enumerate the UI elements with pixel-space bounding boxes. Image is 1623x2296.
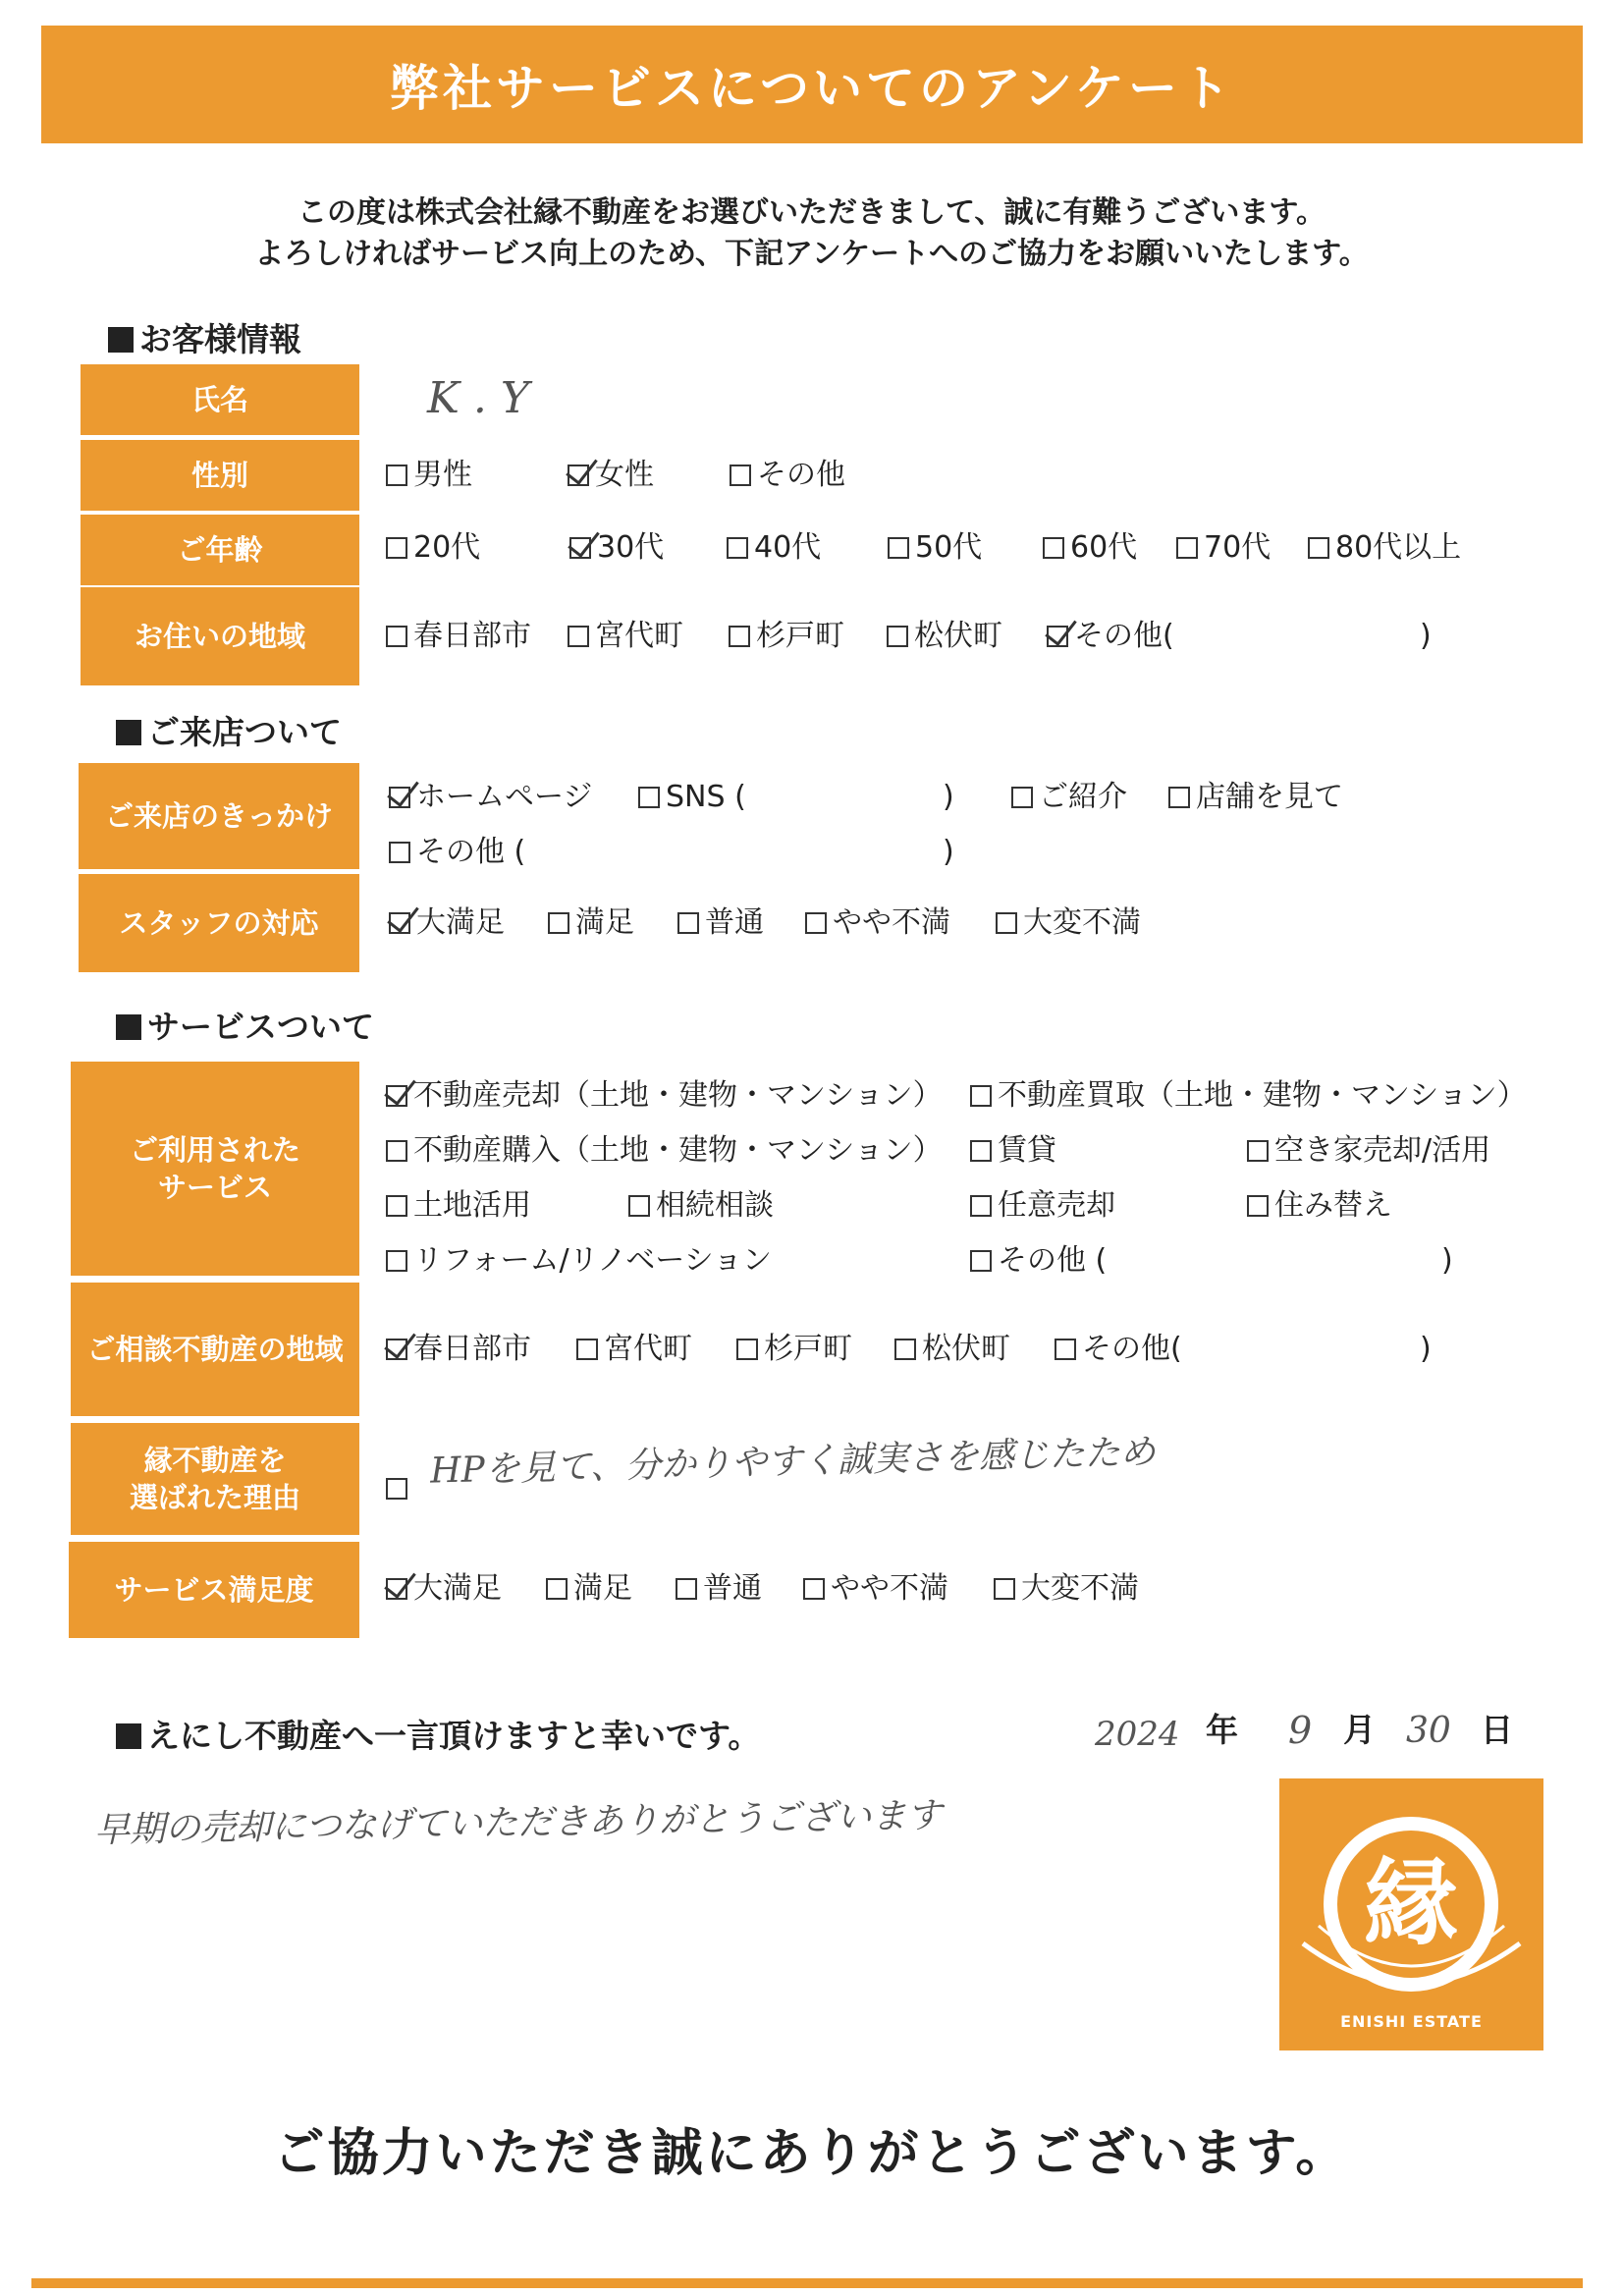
service-option-sale[interactable]: 不動産売却（土地・建物・マンション） <box>386 1078 943 1114</box>
service-option-renovation[interactable]: リフォーム/リノベーション <box>386 1243 772 1279</box>
staff-option-very-dissatisfied[interactable]: 大変不満 <box>996 905 1141 941</box>
service-option-relocation[interactable]: 住み替え <box>1247 1188 1392 1224</box>
checkbox-icon[interactable] <box>386 1195 407 1217</box>
checkbox-icon[interactable] <box>546 1578 568 1600</box>
square-bullet-icon <box>108 327 134 353</box>
consult-option-matsubushi[interactable]: 松伏町 <box>894 1332 1010 1367</box>
logo-glyph: 縁 <box>1364 1848 1458 1958</box>
checkbox-checked-icon[interactable] <box>568 465 589 486</box>
checkbox-icon[interactable] <box>1308 537 1329 559</box>
checkbox-icon[interactable] <box>730 465 751 486</box>
checkbox-icon[interactable] <box>970 1085 992 1107</box>
staff-label: スタッフの対応 <box>79 874 359 972</box>
staff-option-neutral[interactable]: 普通 <box>677 905 764 941</box>
checkbox-icon[interactable] <box>576 1339 598 1360</box>
name-label: 氏名 <box>81 364 359 435</box>
checkbox-icon[interactable] <box>677 912 699 934</box>
age-option-20s[interactable]: 20代 <box>386 530 480 566</box>
age-label: ご年齢 <box>81 515 359 585</box>
gender-label: 性別 <box>81 440 359 511</box>
checkbox-icon[interactable] <box>548 912 569 934</box>
service-other-close-paren: ) <box>1441 1243 1453 1278</box>
gender-option-female[interactable]: 女性 <box>568 458 654 493</box>
checkbox-icon[interactable] <box>803 1578 825 1600</box>
intro-line-2: よろしければサービス向上のため、下記アンケートへのご協力をお願いいたします。 <box>254 237 1369 271</box>
checkbox-icon[interactable] <box>736 1339 758 1360</box>
service-option-buying[interactable]: 不動産購入（土地・建物・マンション） <box>386 1133 943 1169</box>
gender-option-male[interactable]: 男性 <box>386 458 472 493</box>
checkbox-icon[interactable] <box>994 1578 1015 1600</box>
satisfaction-option-very-satisfied[interactable]: 大満足 <box>386 1571 502 1607</box>
consult-option-kasukabe[interactable]: 春日部市 <box>386 1332 531 1367</box>
satisfaction-option-satisfied[interactable]: 満足 <box>546 1571 632 1607</box>
logo-text: ENISHI ESTATE <box>1340 2012 1483 2031</box>
trigger-option-sns[interactable]: SNS ( <box>638 780 746 815</box>
consult-area-label: ご相談不動産の地域 <box>71 1283 359 1416</box>
service-option-land-use[interactable]: 土地活用 <box>386 1188 531 1224</box>
checkbox-checked-icon[interactable] <box>386 1085 407 1107</box>
checkbox-icon[interactable] <box>727 537 748 559</box>
checkbox-icon[interactable] <box>1168 787 1190 808</box>
age-option-50s[interactable]: 50代 <box>888 530 982 566</box>
checkbox-icon[interactable] <box>1176 537 1198 559</box>
age-option-70s[interactable]: 70代 <box>1176 530 1271 566</box>
satisfaction-option-very-dissatisfied[interactable]: 大変不満 <box>994 1571 1139 1607</box>
checkbox-icon[interactable] <box>729 626 750 647</box>
area-option-miyashiro[interactable]: 宮代町 <box>568 619 683 654</box>
area-option-sugito[interactable]: 杉戸町 <box>729 619 844 654</box>
checkbox-icon[interactable] <box>1055 1339 1076 1360</box>
age-option-40s[interactable]: 40代 <box>727 530 821 566</box>
staff-option-slightly-dissatisfied[interactable]: やや不満 <box>805 905 950 941</box>
checkbox-icon[interactable] <box>1247 1140 1269 1162</box>
service-option-inheritance[interactable]: 相続相談 <box>628 1188 774 1224</box>
trigger-option-referral[interactable]: ご紹介 <box>1011 780 1127 815</box>
checkbox-icon[interactable] <box>568 626 589 647</box>
checkbox-checked-icon[interactable] <box>386 1578 407 1600</box>
section-visit-title: ご来店ついて <box>116 707 342 753</box>
satisfaction-label: サービス満足度 <box>69 1542 359 1638</box>
checkbox-icon[interactable] <box>970 1250 992 1272</box>
checkbox-icon[interactable] <box>386 1478 407 1500</box>
staff-option-very-satisfied[interactable]: 大満足 <box>389 905 505 941</box>
gender-option-other[interactable]: その他 <box>730 458 845 493</box>
date-day-unit: 日 <box>1481 1711 1513 1749</box>
service-option-purchase-by-us[interactable]: 不動産買取（土地・建物・マンション） <box>970 1078 1527 1114</box>
trigger-option-other[interactable]: その他 ( <box>389 835 525 870</box>
checkbox-checked-icon[interactable] <box>386 1339 407 1360</box>
square-bullet-icon <box>116 720 141 745</box>
checkbox-checked-icon[interactable] <box>389 787 410 808</box>
section-service-title: サービスついて <box>116 1002 374 1048</box>
checkbox-icon[interactable] <box>386 465 407 486</box>
area-option-other[interactable]: その他( <box>1047 619 1174 654</box>
checkbox-checked-icon[interactable] <box>569 537 591 559</box>
staff-option-satisfied[interactable]: 満足 <box>548 905 634 941</box>
area-label: お住いの地域 <box>81 587 359 685</box>
date-month-value[interactable]: 9 <box>1288 1709 1313 1752</box>
checkbox-icon[interactable] <box>386 1250 407 1272</box>
checkbox-icon[interactable] <box>888 537 909 559</box>
trigger-option-storefront[interactable]: 店舗を見て <box>1168 780 1343 815</box>
consult-option-miyashiro[interactable]: 宮代町 <box>576 1332 692 1367</box>
service-option-rental[interactable]: 賃貸 <box>970 1133 1056 1169</box>
satisfaction-option-slightly-dissatisfied[interactable]: やや不満 <box>803 1571 948 1607</box>
section-customer-title: お客様情報 <box>108 314 301 360</box>
checkbox-icon[interactable] <box>386 626 407 647</box>
enishi-seal-icon <box>1279 1778 1543 2050</box>
checkbox-icon[interactable] <box>676 1578 697 1600</box>
checkbox-icon[interactable] <box>996 912 1017 934</box>
checkbox-icon[interactable] <box>389 842 410 863</box>
reason-text[interactable]: HPを見て、分かりやすく誠実さを感じたため <box>429 1432 1157 1492</box>
checkbox-icon[interactable] <box>805 912 827 934</box>
comment-text[interactable]: 早期の売却につなげていただきありがとうございます <box>93 1795 943 1851</box>
page-title: 弊社サービスについてのアンケート <box>390 60 1234 117</box>
date-day-value[interactable]: 30 <box>1406 1711 1451 1751</box>
name-value[interactable]: K . Y <box>427 373 529 423</box>
checkbox-icon[interactable] <box>638 787 660 808</box>
checkbox-icon[interactable] <box>386 537 407 559</box>
intro-line-1: この度は株式会社縁不動産をお選びいただきまして、誠に有難うございます。 <box>298 195 1325 230</box>
checkbox-icon[interactable] <box>970 1140 992 1162</box>
company-logo <box>1279 1778 1543 2050</box>
trigger-sns-close-paren: ) <box>943 780 954 814</box>
age-option-80s-plus[interactable]: 80代以上 <box>1308 530 1461 566</box>
date-year-value[interactable]: 2024 <box>1095 1715 1180 1754</box>
age-option-60s[interactable]: 60代 <box>1043 530 1137 566</box>
intro-text <box>0 192 1623 275</box>
area-option-matsubushi[interactable]: 松伏町 <box>887 619 1002 654</box>
date-year-unit: 年 <box>1206 1711 1238 1749</box>
consult-option-sugito[interactable]: 杉戸町 <box>736 1332 852 1367</box>
checkbox-icon[interactable] <box>1247 1195 1269 1217</box>
checkbox-icon[interactable] <box>386 1140 407 1162</box>
section-comment-title: えにし不動産へ一言頂けますと幸いです。 <box>116 1711 760 1757</box>
thanks-message: ご協力いただき誠にありがとうございます。 <box>273 2124 1350 2183</box>
checkbox-icon[interactable] <box>894 1339 916 1360</box>
area-option-kasukabe[interactable]: 春日部市 <box>386 619 531 654</box>
footer-bar <box>31 2278 1583 2288</box>
square-bullet-icon <box>116 1014 141 1040</box>
checkbox-icon[interactable] <box>887 626 908 647</box>
square-bullet-icon <box>116 1723 141 1749</box>
visit-trigger-label: ご来店のきっかけ <box>79 763 359 869</box>
checkbox-icon[interactable] <box>1043 537 1064 559</box>
checkbox-icon[interactable] <box>970 1195 992 1217</box>
trigger-option-homepage[interactable]: ホームページ <box>389 780 592 815</box>
checkbox-checked-icon[interactable] <box>1047 626 1068 647</box>
service-option-voluntary-sale[interactable]: 任意売却 <box>970 1188 1115 1224</box>
satisfaction-option-neutral[interactable]: 普通 <box>676 1571 762 1607</box>
checkbox-icon[interactable] <box>1011 787 1033 808</box>
age-option-30s[interactable]: 30代 <box>569 530 664 566</box>
checkbox-icon[interactable] <box>628 1195 650 1217</box>
consult-other-close-paren: ) <box>1420 1332 1432 1366</box>
service-option-other[interactable]: その他 ( <box>970 1243 1107 1279</box>
used-service-label: ご利用された サービス <box>71 1062 359 1276</box>
consult-option-other[interactable]: その他( <box>1055 1332 1182 1367</box>
service-option-vacant-house[interactable]: 空き家売却/活用 <box>1247 1133 1490 1169</box>
header-banner <box>41 26 1583 143</box>
reason-label: 縁不動産を 選ばれた理由 <box>71 1423 359 1535</box>
trigger-other-close-paren: ) <box>943 835 954 869</box>
date-month-unit: 月 <box>1343 1711 1376 1749</box>
checkbox-checked-icon[interactable] <box>389 912 410 934</box>
reason-checkbox[interactable] <box>386 1471 413 1506</box>
area-other-close-paren: ) <box>1420 619 1432 653</box>
